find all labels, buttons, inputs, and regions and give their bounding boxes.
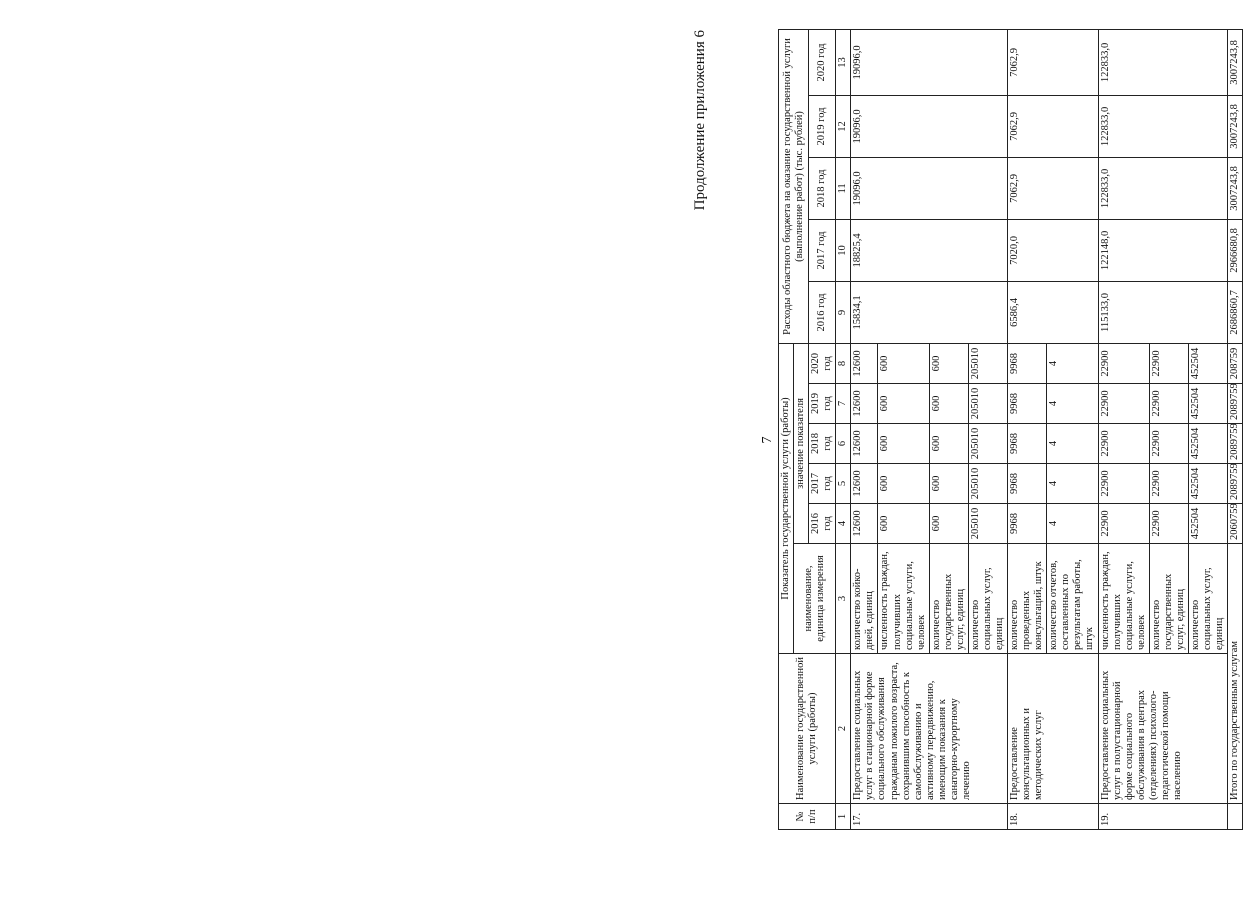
expense-value: 6586,4 bbox=[1008, 281, 1098, 343]
col-number: 2 bbox=[836, 654, 851, 804]
total-expense: 2966680,8 bbox=[1228, 219, 1243, 281]
indicator-value: 4 bbox=[1047, 464, 1098, 504]
indicator-value: 205010 bbox=[968, 504, 1007, 544]
header-year: 2020 год bbox=[809, 29, 836, 95]
indicator-value: 22900 bbox=[1149, 464, 1188, 504]
indicator-value: 9968 bbox=[1008, 464, 1047, 504]
indicator-value: 22900 bbox=[1098, 464, 1149, 504]
col-number: 10 bbox=[836, 219, 851, 281]
indicator-value: 205010 bbox=[968, 343, 1007, 383]
indicator-value: 452504 bbox=[1188, 343, 1227, 383]
header-service: Наименование государственной услуги (работы) bbox=[779, 654, 836, 804]
total-value: 208759 bbox=[1228, 343, 1243, 383]
table-row bbox=[1098, 29, 1149, 829]
rotated-content bbox=[640, 0, 1241, 880]
row-num: 17. bbox=[851, 804, 1008, 830]
row-num bbox=[1228, 804, 1243, 830]
indicator-name: количество государственных услуг, единиц bbox=[1149, 544, 1188, 654]
expense-value: 122833,0 bbox=[1098, 157, 1228, 219]
header-indicator-name: наименование, единица измерения bbox=[794, 544, 836, 654]
expense-value: 122833,0 bbox=[1098, 29, 1228, 95]
indicator-name: количество социальных услуг, единиц bbox=[1188, 544, 1227, 654]
expense-value: 7062,9 bbox=[1008, 157, 1098, 219]
indicator-value: 4 bbox=[1047, 343, 1098, 383]
indicator-value: 452504 bbox=[1188, 504, 1227, 544]
col-number: 9 bbox=[836, 281, 851, 343]
indicator-value: 9968 bbox=[1008, 504, 1047, 544]
header-year: 2020 год bbox=[809, 343, 836, 383]
indicator-value: 12600 bbox=[851, 464, 878, 504]
col-number: 7 bbox=[836, 384, 851, 424]
table-row bbox=[1008, 29, 1047, 829]
indicator-name: количество проведенных консультаций, штук bbox=[1008, 544, 1047, 654]
total-expense: 3007243,8 bbox=[1228, 29, 1243, 95]
indicator-value: 600 bbox=[878, 464, 929, 504]
indicator-value: 600 bbox=[878, 343, 929, 383]
indicator-value: 22900 bbox=[1098, 343, 1149, 383]
total-value: 2089759 bbox=[1228, 464, 1243, 504]
indicator-value: 12600 bbox=[851, 343, 878, 383]
header-year: 2016 год bbox=[809, 281, 836, 343]
total-label: Итого по государственным услугам bbox=[1228, 544, 1243, 804]
indicator-value: 600 bbox=[929, 464, 968, 504]
col-number: 12 bbox=[836, 95, 851, 157]
expense-value: 7020,0 bbox=[1008, 219, 1098, 281]
service-name: Предоставление социальных услуг в полустационарной форме социального обслуживания в центрах (отделениях) психолого-педагогической помощи населению bbox=[1098, 654, 1228, 804]
indicator-value: 4 bbox=[1047, 504, 1098, 544]
expense-value: 18825,4 bbox=[851, 219, 1008, 281]
header-year: 2018 год bbox=[809, 424, 836, 464]
header-indicator-group: Показатель государственной услуги (работы) bbox=[779, 343, 794, 653]
service-name: Предоставление социальных услуг в стационарной форме социального обслуживания гражданам пожилого возраста, сохранившим способность к самообслуживанию и активному передвижению, имеющим показания к санаторно-курортному лечению bbox=[851, 654, 1008, 804]
indicator-value: 9968 bbox=[1008, 343, 1047, 383]
col-number: 13 bbox=[836, 29, 851, 95]
page-number: 7 bbox=[760, 436, 775, 444]
expense-value: 122833,0 bbox=[1098, 95, 1228, 157]
continuation-note: Продолжение приложения 6 bbox=[692, 30, 708, 211]
header-year: 2019 год bbox=[809, 384, 836, 424]
header-year: 2016 год bbox=[809, 504, 836, 544]
total-expense: 3007243,8 bbox=[1228, 157, 1243, 219]
indicator-value: 4 bbox=[1047, 384, 1098, 424]
expense-value: 15834,1 bbox=[851, 281, 1008, 343]
indicator-name: количество койко-дней, единиц bbox=[851, 544, 878, 654]
indicator-value: 205010 bbox=[968, 424, 1007, 464]
col-number: 8 bbox=[836, 343, 851, 383]
header-num: № п/п bbox=[779, 804, 836, 830]
col-number: 11 bbox=[836, 157, 851, 219]
col-number: 1 bbox=[836, 804, 851, 830]
header-indicator-values: значение показателя bbox=[794, 343, 809, 543]
indicator-value: 22900 bbox=[1149, 424, 1188, 464]
header-year: 2018 год bbox=[809, 157, 836, 219]
header-year: 2019 год bbox=[809, 95, 836, 157]
indicator-value: 600 bbox=[878, 424, 929, 464]
indicator-value: 9968 bbox=[1008, 384, 1047, 424]
expense-value: 19096,0 bbox=[851, 157, 1008, 219]
expense-value: 122148,0 bbox=[1098, 219, 1228, 281]
expense-value: 19096,0 bbox=[851, 29, 1008, 95]
col-number: 6 bbox=[836, 424, 851, 464]
indicator-value: 22900 bbox=[1149, 384, 1188, 424]
indicator-value: 600 bbox=[929, 384, 968, 424]
total-value: 2089759 bbox=[1228, 384, 1243, 424]
total-value: 2089759 bbox=[1228, 424, 1243, 464]
col-number: 4 bbox=[836, 504, 851, 544]
indicator-value: 452504 bbox=[1188, 424, 1227, 464]
expense-value: 19096,0 bbox=[851, 95, 1008, 157]
indicator-name: количество социальных услуг, единиц bbox=[968, 544, 1007, 654]
indicator-value: 12600 bbox=[851, 424, 878, 464]
indicator-value: 12600 bbox=[851, 504, 878, 544]
expense-value: 7062,9 bbox=[1008, 95, 1098, 157]
indicator-name: численность граждан, получивших социальные услуги, человек bbox=[1098, 544, 1149, 654]
indicator-value: 22900 bbox=[1098, 504, 1149, 544]
indicator-value: 600 bbox=[929, 504, 968, 544]
indicator-value: 9968 bbox=[1008, 424, 1047, 464]
services-table bbox=[778, 29, 1243, 830]
indicator-value: 22900 bbox=[1098, 424, 1149, 464]
total-value: 2060759 bbox=[1228, 504, 1243, 544]
indicator-value: 4 bbox=[1047, 424, 1098, 464]
indicator-value: 600 bbox=[929, 343, 968, 383]
total-row bbox=[1228, 29, 1243, 829]
header-year: 2017 год bbox=[809, 219, 836, 281]
table-row bbox=[851, 29, 878, 829]
header-year: 2017 год bbox=[809, 464, 836, 504]
row-num: 19. bbox=[1098, 804, 1228, 830]
total-expense: 2686860,7 bbox=[1228, 281, 1243, 343]
indicator-name: численность граждан, получивших социальные услуги, человек bbox=[878, 544, 929, 654]
indicator-name: количество государственных услуг, единиц bbox=[929, 544, 968, 654]
indicator-value: 600 bbox=[929, 424, 968, 464]
indicator-value: 600 bbox=[878, 504, 929, 544]
expense-value: 115133,0 bbox=[1098, 281, 1228, 343]
indicator-value: 600 bbox=[878, 384, 929, 424]
col-number: 5 bbox=[836, 464, 851, 504]
indicator-value: 22900 bbox=[1149, 343, 1188, 383]
expense-value: 7062,9 bbox=[1008, 29, 1098, 95]
indicator-value: 205010 bbox=[968, 464, 1007, 504]
header-expenses-group: Расходы областного бюджета на оказание государственной услуги (выполнение работ) (тыс. рублей) bbox=[779, 29, 809, 343]
indicator-value: 22900 bbox=[1149, 504, 1188, 544]
row-num: 18. bbox=[1008, 804, 1098, 830]
indicator-value: 205010 bbox=[968, 384, 1007, 424]
indicator-value: 452504 bbox=[1188, 384, 1227, 424]
indicator-value: 452504 bbox=[1188, 464, 1227, 504]
indicator-value: 12600 bbox=[851, 384, 878, 424]
service-name: Предоставление консультационных и методических услуг bbox=[1008, 654, 1098, 804]
col-number: 3 bbox=[836, 544, 851, 654]
indicator-name: количество отчетов, составленных по результатам работы, штук bbox=[1047, 544, 1098, 654]
total-expense: 3007243,8 bbox=[1228, 95, 1243, 157]
indicator-value: 22900 bbox=[1098, 384, 1149, 424]
